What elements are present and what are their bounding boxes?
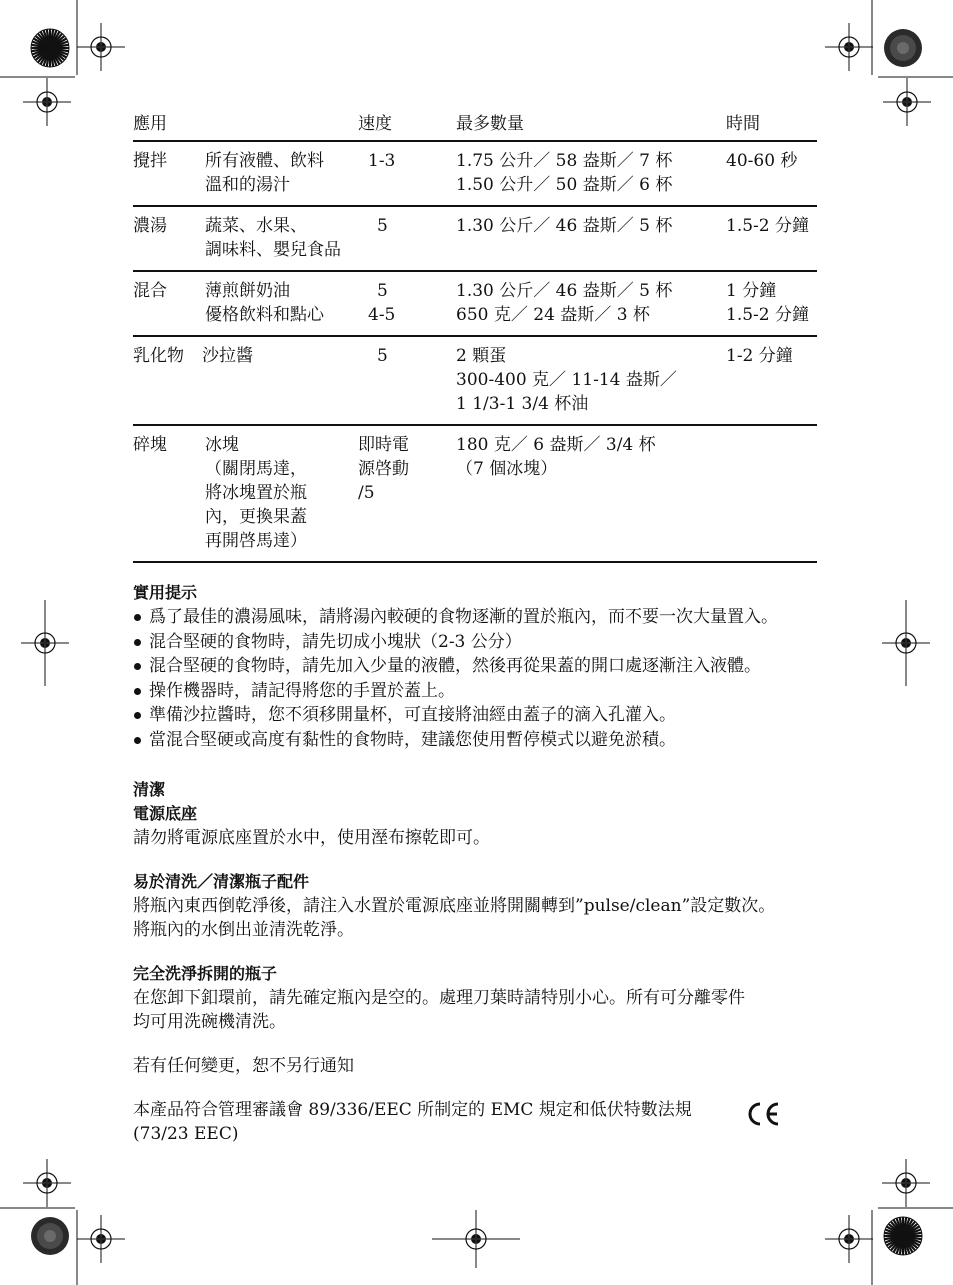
speed-cell [358, 206, 456, 271]
item-line: 蔬菜、水果、 [205, 216, 307, 236]
item-line: 將冰塊置於瓶 [205, 483, 307, 503]
change-notice: 若有任何變更，恕不另行通知 [133, 1056, 354, 1076]
registration-crosshair-icon [882, 1159, 930, 1207]
item-line: 優格飲料和點心 [205, 305, 324, 325]
items-cell [205, 425, 358, 562]
easy-clean-title: 易於清洗／清潔瓶子配件 [133, 872, 310, 891]
full-clean-text: 均可用洗碗機清洗。 [133, 1012, 286, 1032]
speed-line: 5 [377, 281, 388, 301]
item-line: 調味料、嬰兒食品 [205, 240, 341, 260]
table-row [133, 271, 817, 336]
application-cell: 攪拌 [133, 151, 167, 171]
registration-crosshair-icon [23, 1159, 71, 1207]
registration-crosshair-icon [825, 1215, 873, 1263]
registration-crosshair-icon [23, 78, 71, 126]
item-line: 冰塊 [205, 435, 239, 455]
usage-table [133, 110, 817, 563]
tip-item: 混合堅硬的食物時，請先切成小塊狀（2-3 公分） [133, 630, 817, 655]
cleaning-section [133, 778, 817, 1034]
tip-item: 爲了最佳的濃湯風味，請將湯內較硬的食物逐漸的置於瓶內，而不要一次大量置入。 [133, 605, 817, 630]
compliance-line: 本產品符合管理審議會 89/336/EEC 所制定的 EMC 規定和低伏特數法規 [133, 1100, 692, 1120]
items-cell [205, 206, 358, 271]
quantity-line: 1.30 公斤／ 46 盎斯／ 5 杯 [456, 281, 673, 301]
quantity-cell [456, 425, 726, 562]
speed-line: 4-5 [368, 305, 396, 325]
speed-line: 5 [377, 216, 388, 236]
tip-item: 混合堅硬的食物時，請先加入少量的液體，然後再從果蓋的開口處逐漸注入液體。 [133, 654, 817, 679]
easy-clean-text: 將瓶內東西倒乾淨後，請注入水置於電源底座並將開關轉到”pulse/clean”設定數次。 [133, 896, 776, 916]
speed-cell [358, 271, 456, 336]
application-cell [133, 336, 358, 425]
table-row [133, 206, 817, 271]
manual-page [133, 110, 817, 1146]
dark-target-icon [884, 29, 922, 67]
application-cell: 碎塊 [133, 435, 167, 455]
full-clean-title: 完全洗淨拆開的瓶子 [133, 964, 278, 983]
item-line: 溫和的湯汁 [205, 175, 290, 195]
ce-mark-icon [745, 1100, 781, 1128]
star-target-icon [31, 29, 69, 67]
easy-clean-text: 將瓶內的水倒出並清洗乾淨。 [133, 920, 354, 940]
time-cell [726, 206, 817, 271]
registration-crosshair-icon [825, 23, 873, 71]
quantity-line: 1 1/3-1 3/4 杯油 [456, 394, 589, 414]
dark-target-icon [31, 1217, 69, 1255]
item-line: 所有液體、飲料 [205, 151, 324, 171]
speed-line: 1-3 [368, 151, 396, 171]
header-speed: 速度 [358, 114, 392, 134]
time-cell [726, 271, 817, 336]
item-line: 內，更換果蓋 [205, 507, 307, 527]
quantity-cell [456, 141, 726, 206]
quantity-line: 1.30 公斤／ 46 盎斯／ 5 杯 [456, 216, 673, 236]
time-cell [726, 141, 817, 206]
registration-crosshair-icon [77, 23, 125, 71]
speed-line: 5 [377, 346, 388, 366]
compliance-line: (73/23 EEC) [133, 1124, 239, 1144]
application-label: 乳化物 [133, 346, 184, 366]
time-line: 1.5-2 分鐘 [726, 305, 809, 325]
registration-crosshair-icon [77, 1215, 125, 1263]
quantity-line: （7 個冰塊） [456, 459, 558, 479]
tip-item: 當混合堅硬或高度有黏性的食物時，建議您使用暫停模式以避免淤積。 [133, 728, 817, 753]
quantity-line: 2 顆蛋 [456, 346, 507, 366]
header-items [205, 110, 358, 141]
quantity-line: 650 克／ 24 盎斯／ 3 杯 [456, 305, 650, 325]
table-header-row [133, 110, 817, 141]
speed-line: 源啓動 [358, 459, 409, 479]
speed-cell [358, 336, 456, 425]
quantity-line: 300-400 克／ 11-14 盎斯／ [456, 370, 677, 390]
quantity-cell [456, 206, 726, 271]
base-title: 電源底座 [133, 804, 198, 823]
table-row [133, 141, 817, 206]
table-row [133, 336, 817, 425]
base-text: 請勿將電源底座置於水中，使用溼布擦乾即可。 [133, 828, 490, 848]
cleaning-title: 清潔 [133, 780, 166, 799]
header-time: 時間 [726, 114, 760, 134]
quantity-line: 180 克／ 6 盎斯／ 3/4 杯 [456, 435, 656, 455]
tip-item: 準備沙拉醬時，您不須移開量杯，可直接將油經由蓋子的滴入孔灌入。 [133, 703, 817, 728]
table-row [133, 425, 817, 562]
item-line: 再開啓馬達） [205, 531, 307, 551]
application-cell: 混合 [133, 281, 167, 301]
time-cell [726, 425, 817, 562]
star-target-icon [884, 1217, 922, 1255]
tips-section [133, 581, 817, 752]
application-cell: 濃湯 [133, 216, 167, 236]
header-max-quantity: 最多數量 [456, 114, 524, 134]
full-clean-text: 在您卸下釦環前，請先確定瓶內是空的。處理刀葉時請特別小心。所有可分離零件 [133, 988, 745, 1008]
speed-cell [358, 425, 456, 562]
quantity-cell [456, 271, 726, 336]
item-line: 沙拉醬 [202, 346, 253, 366]
time-line: 1-2 分鐘 [726, 346, 793, 366]
time-cell [726, 336, 817, 425]
tips-list [133, 605, 817, 752]
quantity-line: 1.75 公升／ 58 盎斯／ 7 杯 [456, 151, 673, 171]
speed-line: 即時電 [358, 435, 409, 455]
time-line: 1 分鐘 [726, 281, 777, 301]
speed-line: /5 [358, 483, 375, 503]
quantity-line: 1.50 公升／ 50 盎斯／ 6 杯 [456, 175, 673, 195]
compliance-block [133, 1098, 817, 1146]
items-cell [205, 141, 358, 206]
tips-title: 實用提示 [133, 583, 198, 602]
registration-crosshair-icon [883, 78, 931, 126]
time-line: 40-60 秒 [726, 151, 798, 171]
tip-item: 操作機器時，請記得將您的手置於蓋上。 [133, 679, 817, 704]
speed-cell [358, 141, 456, 206]
item-line: （關閉馬達， [205, 459, 307, 479]
time-line: 1.5-2 分鐘 [726, 216, 809, 236]
item-line: 薄煎餅奶油 [205, 281, 290, 301]
quantity-cell [456, 336, 726, 425]
header-application: 應用 [133, 114, 167, 134]
items-cell [205, 271, 358, 336]
